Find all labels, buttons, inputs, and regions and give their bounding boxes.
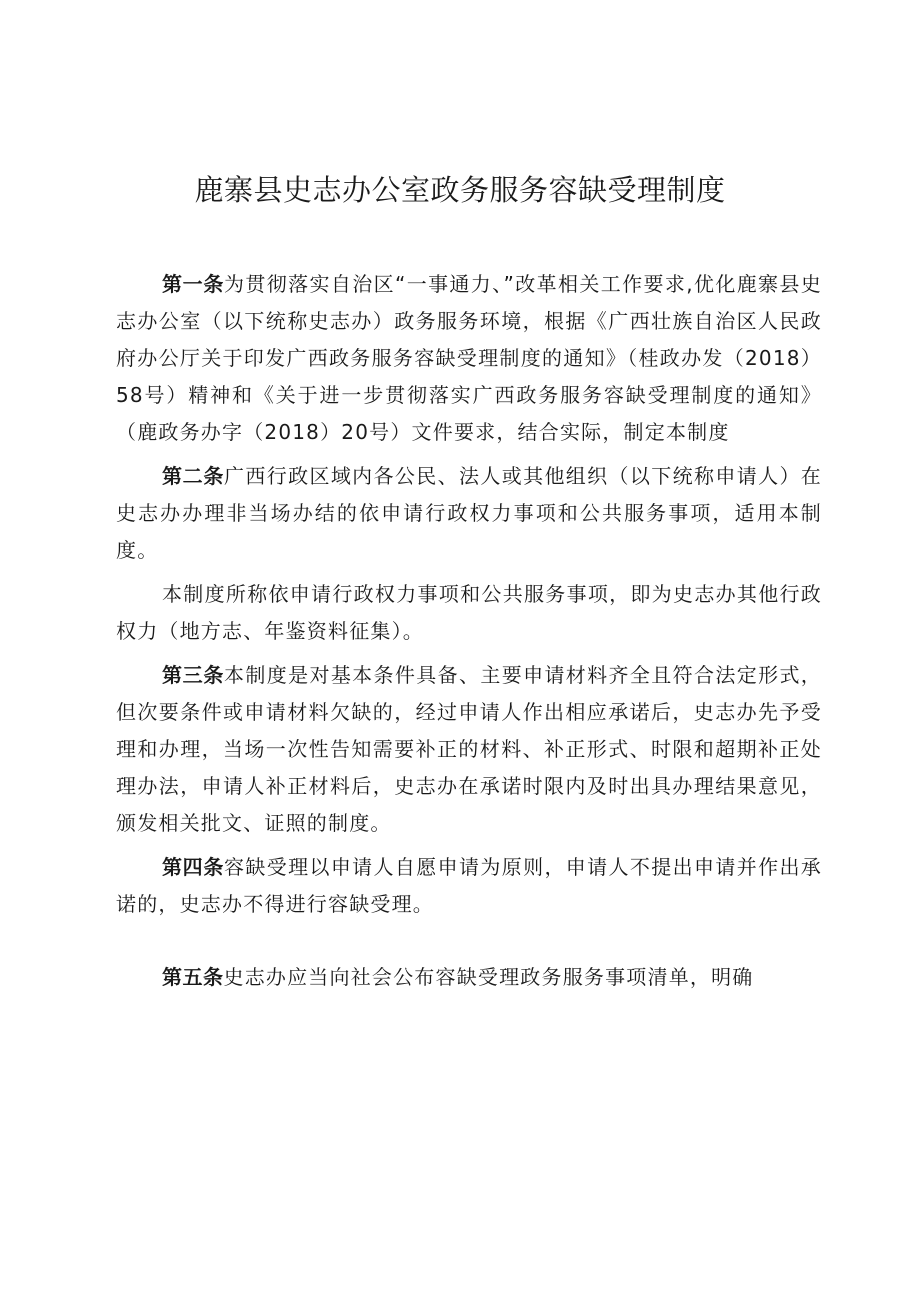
article-3-paragraph: [116, 657, 822, 842]
article-5-label: 第五条: [162, 965, 224, 989]
article-2-paragraph: [116, 458, 822, 569]
article-3-text: 本制度是对基本条件具备、主要申请材料齐全且符合法定形式，但次要条件或申请材料欠缺的，经过申请人作出相应承诺后，史志办先予受理和办理，当场一次性告知需要补正的材料、补正形式、时限和超期补正处理办法，申请人补正材料后，史志办在承诺时限内及时出具办理结果意见，颁发相关批文、证照的制度。: [116, 663, 823, 835]
article-4-paragraph: [116, 849, 822, 923]
article-5-text: 史志办应当向社会公布容缺受理政务服务事项清单，明确: [223, 965, 754, 989]
article-5-paragraph: [116, 959, 822, 996]
article-1-paragraph: [116, 266, 822, 451]
article-4-label: 第四条: [162, 855, 224, 879]
article-2-label: 第二条: [162, 464, 224, 488]
article-2-supplement-text: 本制度所称依申请行政权力事项和公共服务事项，即为史志办其他行政权力（地方志、年鉴资料征集）。: [116, 582, 822, 643]
article-2-text: 广西行政区域内各公民、法人或其他组织（以下统称申请人）在史志办办理非当场办结的依申请行政权力事项和公共服务事项，适用本制度。: [116, 464, 823, 562]
article-2-supplement-paragraph: [116, 576, 822, 650]
article-1-label: 第一条: [162, 272, 225, 296]
article-3-label: 第三条: [162, 663, 224, 687]
document-title: 鹿寨县史志办公室政务服务容缺受理制度: [194, 173, 726, 207]
document-body: [116, 266, 822, 1003]
article-4-text: 容缺受理以申请人自愿申请为原则，申请人不提出申请并作出承诺的，史志办不得进行容缺受理。: [116, 855, 823, 916]
article-1-text: 为贯彻落实自治区“一事通力、”改革相关工作要求,优化鹿寨县史志办公室（以下统称史志办）政务服务环境，根据《广西壮族自治区人民政府办公厅关于印发广西政务服务容缺受理制度的通知》（桂政办发（2018）58号）精神和《关于进一步贯彻落实广西政务服务容缺受理制度的通知》（鹿政务办字（2018）20号）文件要求，结合实际，制定本制度: [116, 272, 822, 444]
